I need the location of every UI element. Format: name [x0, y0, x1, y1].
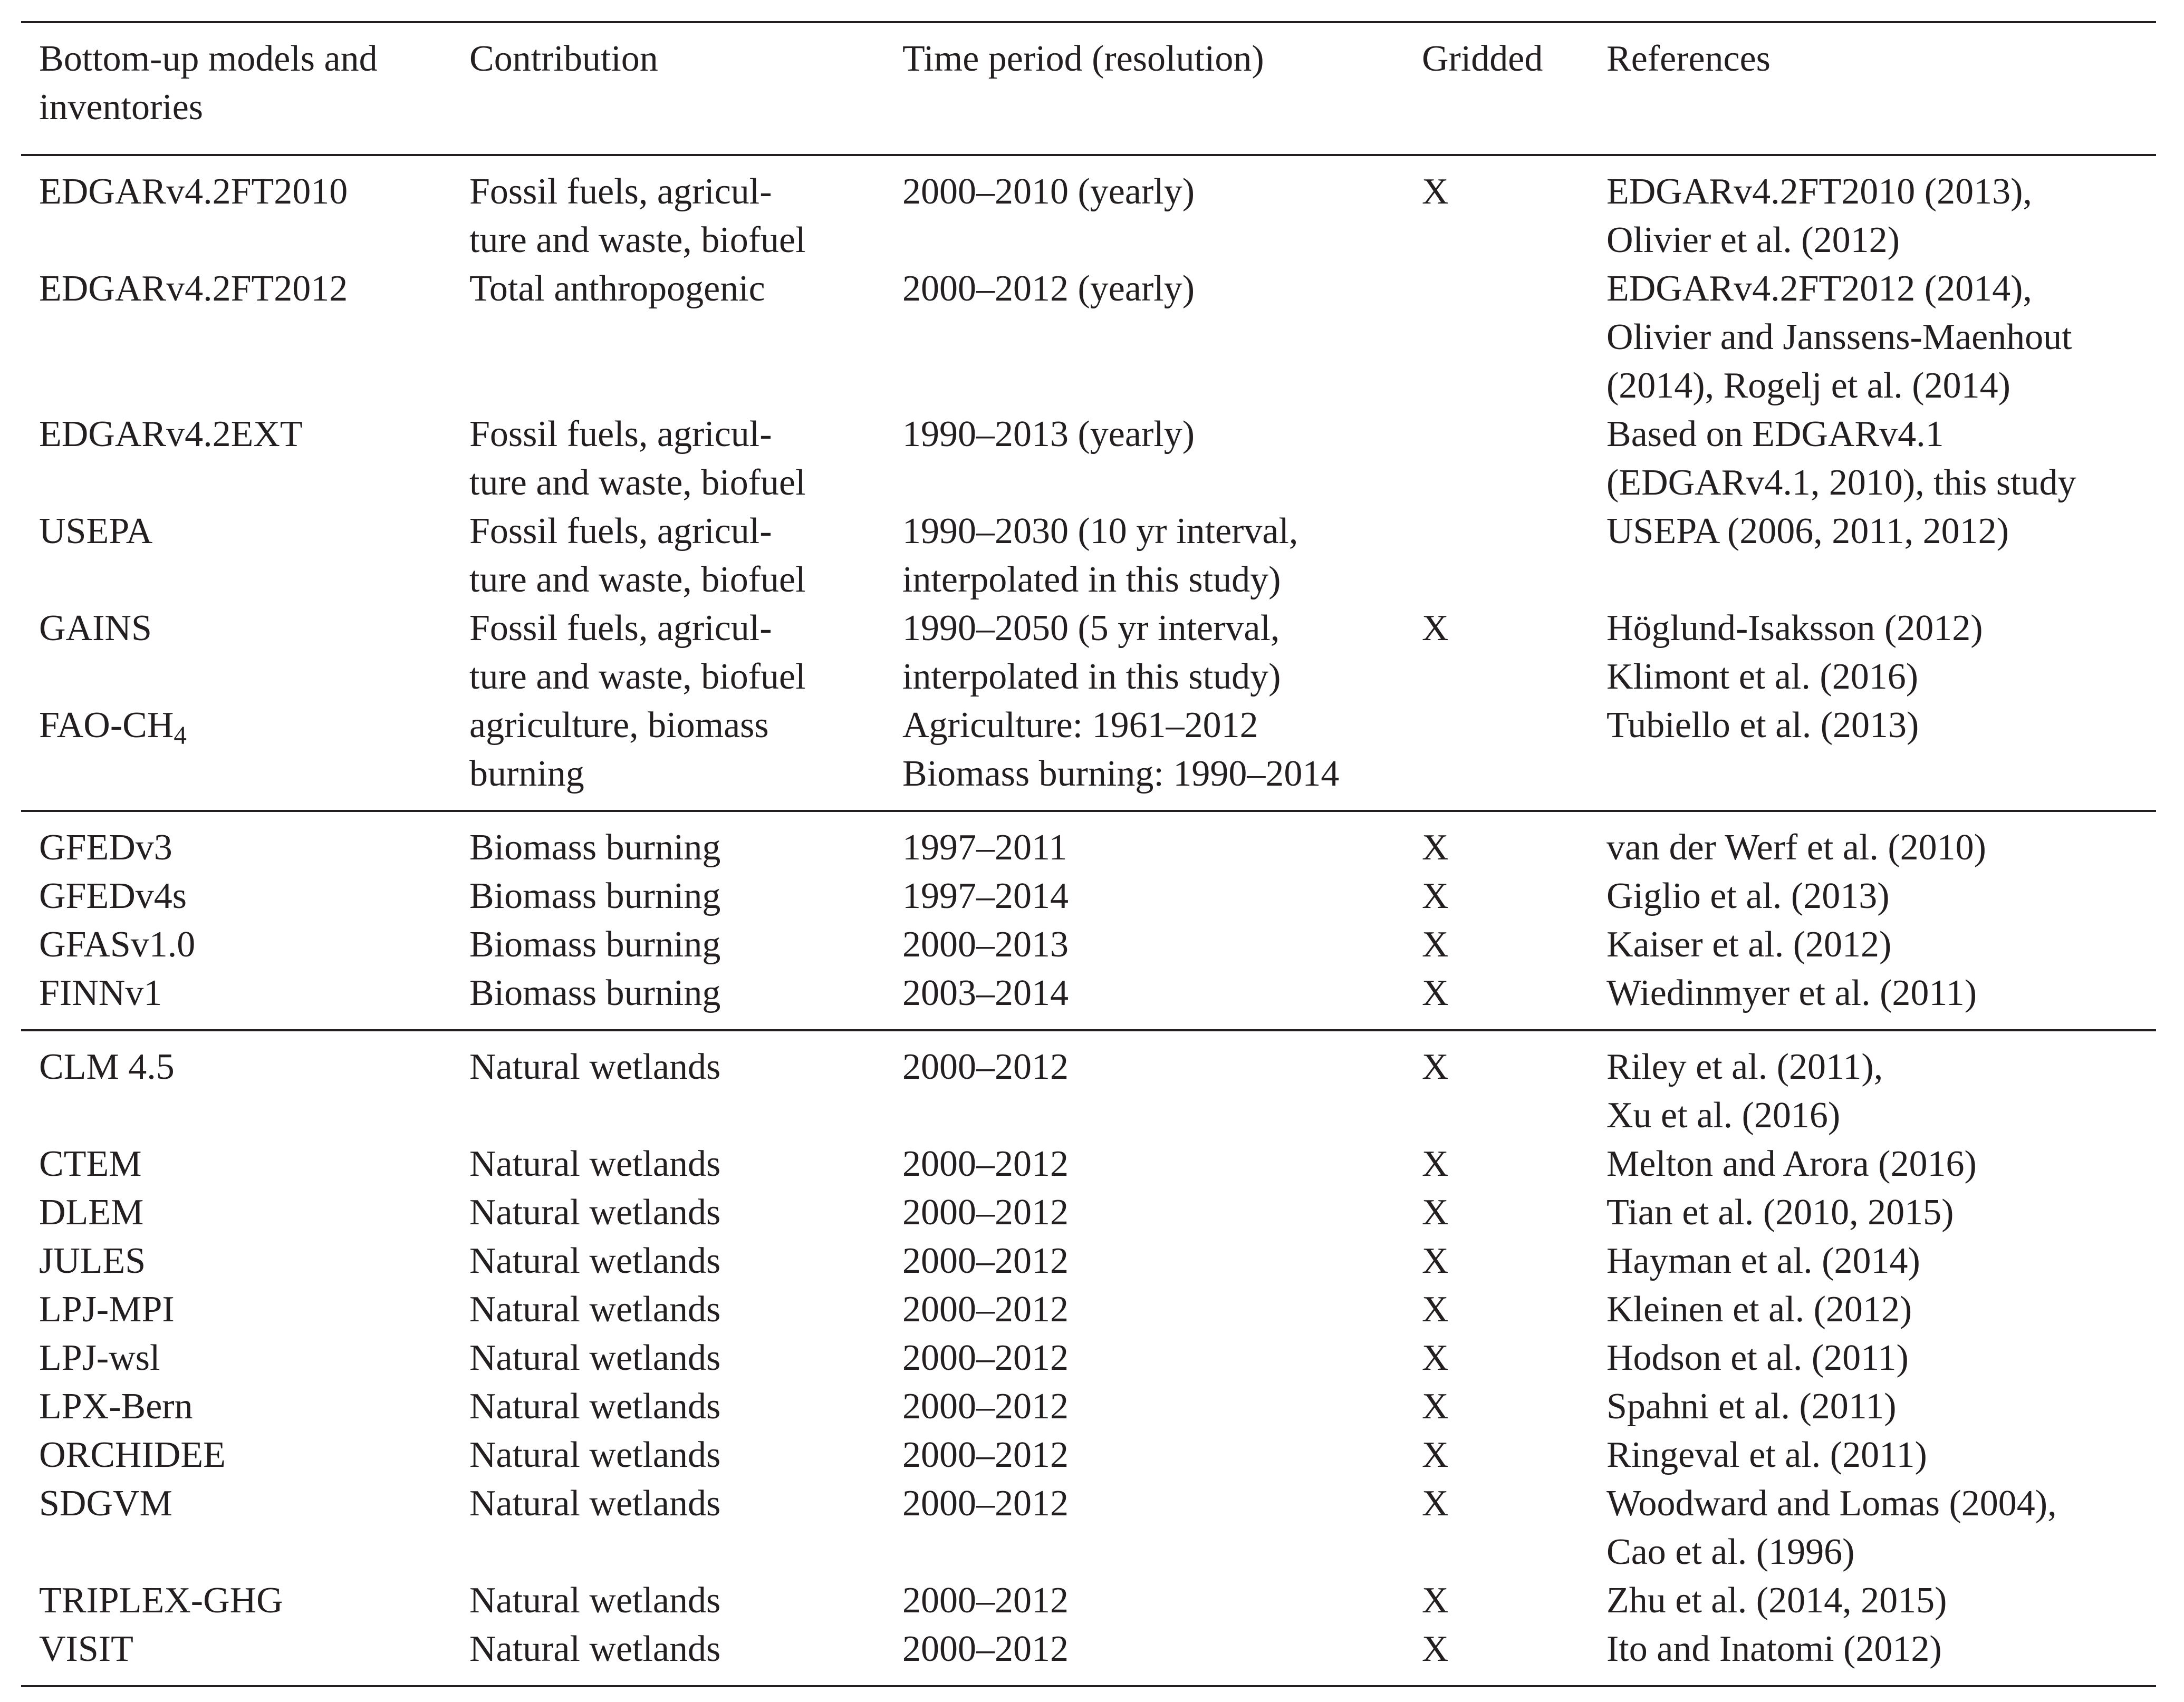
- cell-references-line: van der Werf et al. (2010): [1606, 827, 1986, 868]
- cell-time-period-line: 2000–2012: [902, 1629, 1069, 1669]
- cell-model: [21, 1030, 451, 1140]
- cell-contribution-line: burning: [469, 753, 584, 794]
- cell-contribution-line: Biomass burning: [469, 827, 721, 868]
- cell-gridded: X: [1422, 1483, 1449, 1524]
- cell-model-line: LPJ-MPI: [39, 1289, 175, 1330]
- cell-gridded: X: [1422, 1192, 1449, 1233]
- cell-references-line: Tubiello et al. (2013): [1606, 705, 1919, 746]
- cell-model-line: SDGVM: [39, 1483, 172, 1524]
- cell-references: [1589, 265, 2156, 410]
- cell-time-period-line: 2000–2012: [902, 1289, 1069, 1330]
- cell-references: [1589, 701, 2156, 811]
- cell-time-period-line: interpolated in this study): [902, 656, 1281, 697]
- cell-time-period: [884, 1237, 1404, 1285]
- cell-references: [1589, 1334, 2156, 1382]
- cell-model-line: ORCHIDEE: [39, 1435, 226, 1475]
- cell-time-period-line: 1997–2014: [902, 876, 1069, 916]
- table-row: [21, 604, 2156, 701]
- cell-model-line: USEPA: [39, 511, 153, 552]
- cell-references-line: Ringeval et al. (2011): [1606, 1435, 1927, 1475]
- cell-time-period-line: 2000–2013: [902, 924, 1069, 965]
- model-name-subscript: 4: [174, 720, 187, 750]
- cell-contribution: [451, 1479, 884, 1577]
- cell-references-line: (EDGARv4.1, 2010), this study: [1606, 462, 2076, 503]
- cell-model: [21, 1625, 451, 1686]
- table-row: [21, 921, 2156, 969]
- cell-contribution-line: Natural wetlands: [469, 1386, 721, 1427]
- table-row: [21, 1140, 2156, 1188]
- cell-references-line: Spahni et al. (2011): [1606, 1386, 1897, 1427]
- cell-model-line: GFEDv4s: [39, 876, 187, 916]
- cell-gridded: X: [1422, 1144, 1449, 1184]
- cell-contribution-line: Natural wetlands: [469, 1629, 721, 1669]
- cell-time-period-line: Biomass burning: 1990–2014: [902, 753, 1340, 794]
- cell-contribution: [451, 1577, 884, 1625]
- cell-contribution-line: agriculture, biomass: [469, 705, 769, 746]
- cell-time-period-line: 2000–2012: [902, 1483, 1069, 1524]
- cell-gridded: X: [1422, 876, 1449, 916]
- table-row: [21, 872, 2156, 921]
- table-row: [21, 1577, 2156, 1625]
- cell-contribution: [451, 604, 884, 701]
- cell-time-period: [884, 1431, 1404, 1479]
- cell-references: [1589, 1431, 2156, 1479]
- cell-gridded: X: [1422, 608, 1449, 649]
- cell-gridded: X: [1422, 924, 1449, 965]
- cell-model: [21, 1237, 451, 1285]
- bottom-up-models-table: [21, 21, 2156, 1687]
- cell-model: [21, 1188, 451, 1237]
- cell-model: [21, 969, 451, 1030]
- cell-gridded: X: [1422, 1289, 1449, 1330]
- cell-model-line: GFASv1.0: [39, 924, 196, 965]
- cell-gridded: [1404, 507, 1589, 604]
- cell-time-period-line: 2000–2012: [902, 1435, 1069, 1475]
- table-row: [21, 811, 2156, 872]
- cell-time-period-line: 2000–2012: [902, 1241, 1069, 1281]
- cell-references: [1589, 1577, 2156, 1625]
- cell-contribution: [451, 1625, 884, 1686]
- table-row: [21, 1030, 2156, 1140]
- cell-model: [21, 1431, 451, 1479]
- cell-contribution-line: ture and waste, biofuel: [469, 462, 806, 503]
- cell-model: [21, 1382, 451, 1431]
- cell-gridded: [1404, 265, 1589, 410]
- cell-model-line: CLM 4.5: [39, 1047, 175, 1087]
- table-row: [21, 1479, 2156, 1577]
- cell-contribution: [451, 1285, 884, 1334]
- cell-references: [1589, 872, 2156, 921]
- cell-time-period: [884, 1625, 1404, 1686]
- cell-gridded: X: [1422, 973, 1449, 1013]
- cell-model-line: LPX-Bern: [39, 1386, 193, 1427]
- cell-references: [1589, 410, 2156, 507]
- cell-references-line: Based on EDGARv4.1: [1606, 414, 1944, 454]
- header-model-line: inventories: [39, 87, 204, 128]
- cell-references-line: Woodward and Lomas (2004),: [1606, 1483, 2057, 1524]
- cell-model-line: JULES: [39, 1241, 146, 1281]
- cell-references-line: EDGARv4.2FT2012 (2014),: [1606, 268, 2032, 309]
- cell-contribution-line: Natural wetlands: [469, 1338, 721, 1378]
- cell-contribution-line: Fossil fuels, agricul-: [469, 511, 772, 552]
- cell-model-line: GAINS: [39, 608, 152, 649]
- table-row: [21, 410, 2156, 507]
- cell-contribution: [451, 1140, 884, 1188]
- cell-references-line: Wiedinmyer et al. (2011): [1606, 973, 1977, 1013]
- cell-references: [1589, 155, 2156, 265]
- cell-contribution: [451, 1334, 884, 1382]
- cell-model: [21, 1140, 451, 1188]
- cell-references-line: Höglund-Isaksson (2012): [1606, 608, 1983, 649]
- cell-model: [21, 410, 451, 507]
- cell-references: [1589, 811, 2156, 872]
- cell-contribution: [451, 155, 884, 265]
- cell-references-line: Olivier et al. (2012): [1606, 220, 1900, 260]
- cell-references-line: Hodson et al. (2011): [1606, 1338, 1909, 1378]
- cell-references: [1589, 604, 2156, 701]
- cell-time-period: [884, 1479, 1404, 1577]
- cell-time-period-line: interpolated in this study): [902, 559, 1281, 600]
- cell-model-line: DLEM: [39, 1192, 144, 1233]
- table-row: [21, 507, 2156, 604]
- cell-gridded: X: [1404, 1625, 1589, 1686]
- cell-gridded: X: [1422, 1241, 1449, 1281]
- cell-time-period-line: 2000–2012: [902, 1338, 1069, 1378]
- cell-model: [21, 155, 451, 265]
- cell-time-period: [884, 701, 1404, 811]
- cell-model-line: EDGARv4.2EXT: [39, 414, 303, 454]
- cell-contribution-line: Biomass burning: [469, 924, 721, 965]
- cell-model-line: VISIT: [39, 1629, 133, 1669]
- cell-time-period: [884, 265, 1404, 410]
- cell-references-line: Kaiser et al. (2012): [1606, 924, 1892, 965]
- cell-contribution: [451, 921, 884, 969]
- header-gridded: Gridded: [1404, 22, 1589, 155]
- cell-time-period: [884, 1577, 1404, 1625]
- cell-contribution-line: Natural wetlands: [469, 1192, 721, 1233]
- table-row: [21, 1188, 2156, 1237]
- cell-time-period: [884, 410, 1404, 507]
- cell-model: [21, 811, 451, 872]
- header-contribution: Contribution: [451, 22, 884, 155]
- cell-contribution: [451, 1030, 884, 1140]
- cell-references: [1589, 1382, 2156, 1431]
- cell-references-line: Riley et al. (2011),: [1606, 1047, 1883, 1087]
- cell-references: [1589, 507, 2156, 604]
- cell-references: [1589, 1285, 2156, 1334]
- cell-contribution: [451, 1382, 884, 1431]
- cell-model: [21, 1285, 451, 1334]
- cell-time-period-line: Agriculture: 1961–2012: [902, 705, 1258, 746]
- cell-model: [21, 1334, 451, 1382]
- cell-time-period-line: 2000–2012: [902, 1047, 1069, 1087]
- cell-contribution-line: Natural wetlands: [469, 1289, 721, 1330]
- cell-references: [1589, 1140, 2156, 1188]
- cell-contribution: [451, 969, 884, 1030]
- cell-references: [1589, 921, 2156, 969]
- cell-model: [21, 507, 451, 604]
- cell-gridded: X: [1422, 1338, 1449, 1378]
- table-row: [21, 265, 2156, 410]
- header-references: References: [1589, 22, 2156, 155]
- cell-contribution-line: Biomass burning: [469, 973, 721, 1013]
- cell-references-line: Hayman et al. (2014): [1606, 1241, 1920, 1281]
- cell-contribution: [451, 1431, 884, 1479]
- cell-contribution-line: Natural wetlands: [469, 1144, 721, 1184]
- cell-gridded: [1404, 410, 1589, 507]
- cell-model-line: GFEDv3: [39, 827, 172, 868]
- bottom-up-models-table-container: [21, 21, 2156, 1687]
- cell-model: [21, 701, 451, 811]
- cell-contribution: [451, 1188, 884, 1237]
- cell-time-period-line: 1997–2011: [902, 827, 1067, 868]
- cell-contribution: [451, 872, 884, 921]
- cell-contribution-line: Natural wetlands: [469, 1435, 721, 1475]
- table-row: [21, 701, 2156, 811]
- cell-references: [1589, 1188, 2156, 1237]
- table-row: [21, 969, 2156, 1030]
- model-name-text: FAO-CH: [39, 705, 174, 746]
- cell-references-line: Xu et al. (2016): [1606, 1095, 1841, 1136]
- header-model: [21, 22, 451, 155]
- cell-contribution: [451, 1237, 884, 1285]
- cell-references-line: Olivier and Janssens-Maenhout: [1606, 317, 2072, 357]
- cell-time-period: [884, 1382, 1404, 1431]
- table-row: [21, 1237, 2156, 1285]
- cell-references-line: Zhu et al. (2014, 2015): [1606, 1580, 1947, 1621]
- cell-time-period: [884, 1334, 1404, 1382]
- cell-time-period-line: 2000–2010 (yearly): [902, 171, 1195, 212]
- table-row: [21, 1334, 2156, 1382]
- cell-model-line: TRIPLEX-GHG: [39, 1580, 283, 1621]
- cell-time-period: [884, 811, 1404, 872]
- table-row: [21, 1625, 2156, 1686]
- cell-time-period: [884, 969, 1404, 1030]
- cell-model-line: EDGARv4.2FT2010: [39, 171, 348, 212]
- cell-contribution-line: Natural wetlands: [469, 1241, 721, 1281]
- cell-references: [1589, 1237, 2156, 1285]
- cell-model-line: CTEM: [39, 1144, 142, 1184]
- cell-references-line: Giglio et al. (2013): [1606, 876, 1890, 916]
- cell-gridded: X: [1404, 1030, 1589, 1140]
- cell-time-period: [884, 1030, 1404, 1140]
- cell-time-period-line: 2000–2012: [902, 1386, 1069, 1427]
- cell-references: [1589, 1625, 2156, 1686]
- cell-model: [21, 1577, 451, 1625]
- header-model-line: Bottom-up models and: [39, 38, 378, 79]
- cell-references-line: Melton and Arora (2016): [1606, 1144, 1977, 1184]
- cell-time-period: [884, 921, 1404, 969]
- cell-contribution: [451, 811, 884, 872]
- cell-time-period-line: 2000–2012: [902, 1192, 1069, 1233]
- cell-contribution-line: Natural wetlands: [469, 1580, 721, 1621]
- cell-contribution-line: Total anthropogenic: [469, 268, 765, 309]
- cell-contribution-line: Natural wetlands: [469, 1047, 721, 1087]
- cell-contribution-line: ture and waste, biofuel: [469, 656, 806, 697]
- cell-references-line: Klimont et al. (2016): [1606, 656, 1919, 697]
- cell-contribution: [451, 507, 884, 604]
- cell-references-line: Kleinen et al. (2012): [1606, 1289, 1912, 1330]
- table-header: [21, 22, 2156, 155]
- cell-time-period-line: 2000–2012: [902, 1144, 1069, 1184]
- cell-gridded: X: [1404, 811, 1589, 872]
- cell-contribution-line: Biomass burning: [469, 876, 721, 916]
- cell-time-period: [884, 1140, 1404, 1188]
- cell-references: [1589, 969, 2156, 1030]
- cell-model: [21, 604, 451, 701]
- cell-time-period: [884, 1285, 1404, 1334]
- cell-contribution: [451, 265, 884, 410]
- cell-references-line: USEPA (2006, 2011, 2012): [1606, 511, 2009, 552]
- cell-time-period: [884, 872, 1404, 921]
- cell-time-period-line: 2000–2012: [902, 1580, 1069, 1621]
- cell-contribution: [451, 701, 884, 811]
- cell-contribution-line: Natural wetlands: [469, 1483, 721, 1524]
- cell-time-period-line: 1990–2050 (5 yr interval,: [902, 608, 1280, 649]
- cell-gridded: [1404, 701, 1589, 811]
- cell-references-line: (2014), Rogelj et al. (2014): [1606, 365, 2010, 406]
- cell-model-line: EDGARv4.2FT2012: [39, 268, 348, 309]
- table-row: [21, 1431, 2156, 1479]
- cell-time-period-line: 2003–2014: [902, 973, 1069, 1013]
- cell-gridded: X: [1404, 155, 1589, 265]
- cell-time-period-line: 1990–2030 (10 yr interval,: [902, 511, 1298, 552]
- header-time-period: Time period (resolution): [884, 22, 1404, 155]
- cell-time-period: [884, 507, 1404, 604]
- cell-references-line: Cao et al. (1996): [1606, 1532, 1855, 1572]
- cell-model: [21, 872, 451, 921]
- table-row: [21, 1382, 2156, 1431]
- cell-contribution-line: ture and waste, biofuel: [469, 220, 806, 260]
- cell-time-period: [884, 155, 1404, 265]
- cell-references-line: EDGARv4.2FT2010 (2013),: [1606, 171, 2032, 212]
- cell-model-line: [39, 701, 451, 750]
- cell-references: [1589, 1030, 2156, 1140]
- cell-contribution-line: Fossil fuels, agricul-: [469, 414, 772, 454]
- cell-model: [21, 265, 451, 410]
- cell-contribution-line: Fossil fuels, agricul-: [469, 171, 772, 212]
- cell-contribution-line: Fossil fuels, agricul-: [469, 608, 772, 649]
- cell-time-period: [884, 1188, 1404, 1237]
- cell-references-line: Tian et al. (2010, 2015): [1606, 1192, 1954, 1233]
- cell-model: [21, 1479, 451, 1577]
- cell-gridded: X: [1422, 1580, 1449, 1621]
- cell-contribution-line: ture and waste, biofuel: [469, 559, 806, 600]
- cell-model-line: LPJ-wsl: [39, 1338, 160, 1378]
- cell-gridded: X: [1422, 1386, 1449, 1427]
- header-row: [21, 22, 2156, 155]
- cell-time-period-line: 1990–2013 (yearly): [902, 414, 1195, 454]
- table-row: [21, 1285, 2156, 1334]
- cell-model: [21, 921, 451, 969]
- cell-model-line: FINNv1: [39, 973, 162, 1013]
- cell-time-period: [884, 604, 1404, 701]
- cell-time-period-line: 2000–2012 (yearly): [902, 268, 1195, 309]
- cell-contribution: [451, 410, 884, 507]
- cell-gridded: X: [1422, 1435, 1449, 1475]
- cell-references: [1589, 1479, 2156, 1577]
- table-row: [21, 155, 2156, 265]
- cell-references-line: Ito and Inatomi (2012): [1606, 1629, 1942, 1669]
- table-body: [21, 155, 2156, 1686]
